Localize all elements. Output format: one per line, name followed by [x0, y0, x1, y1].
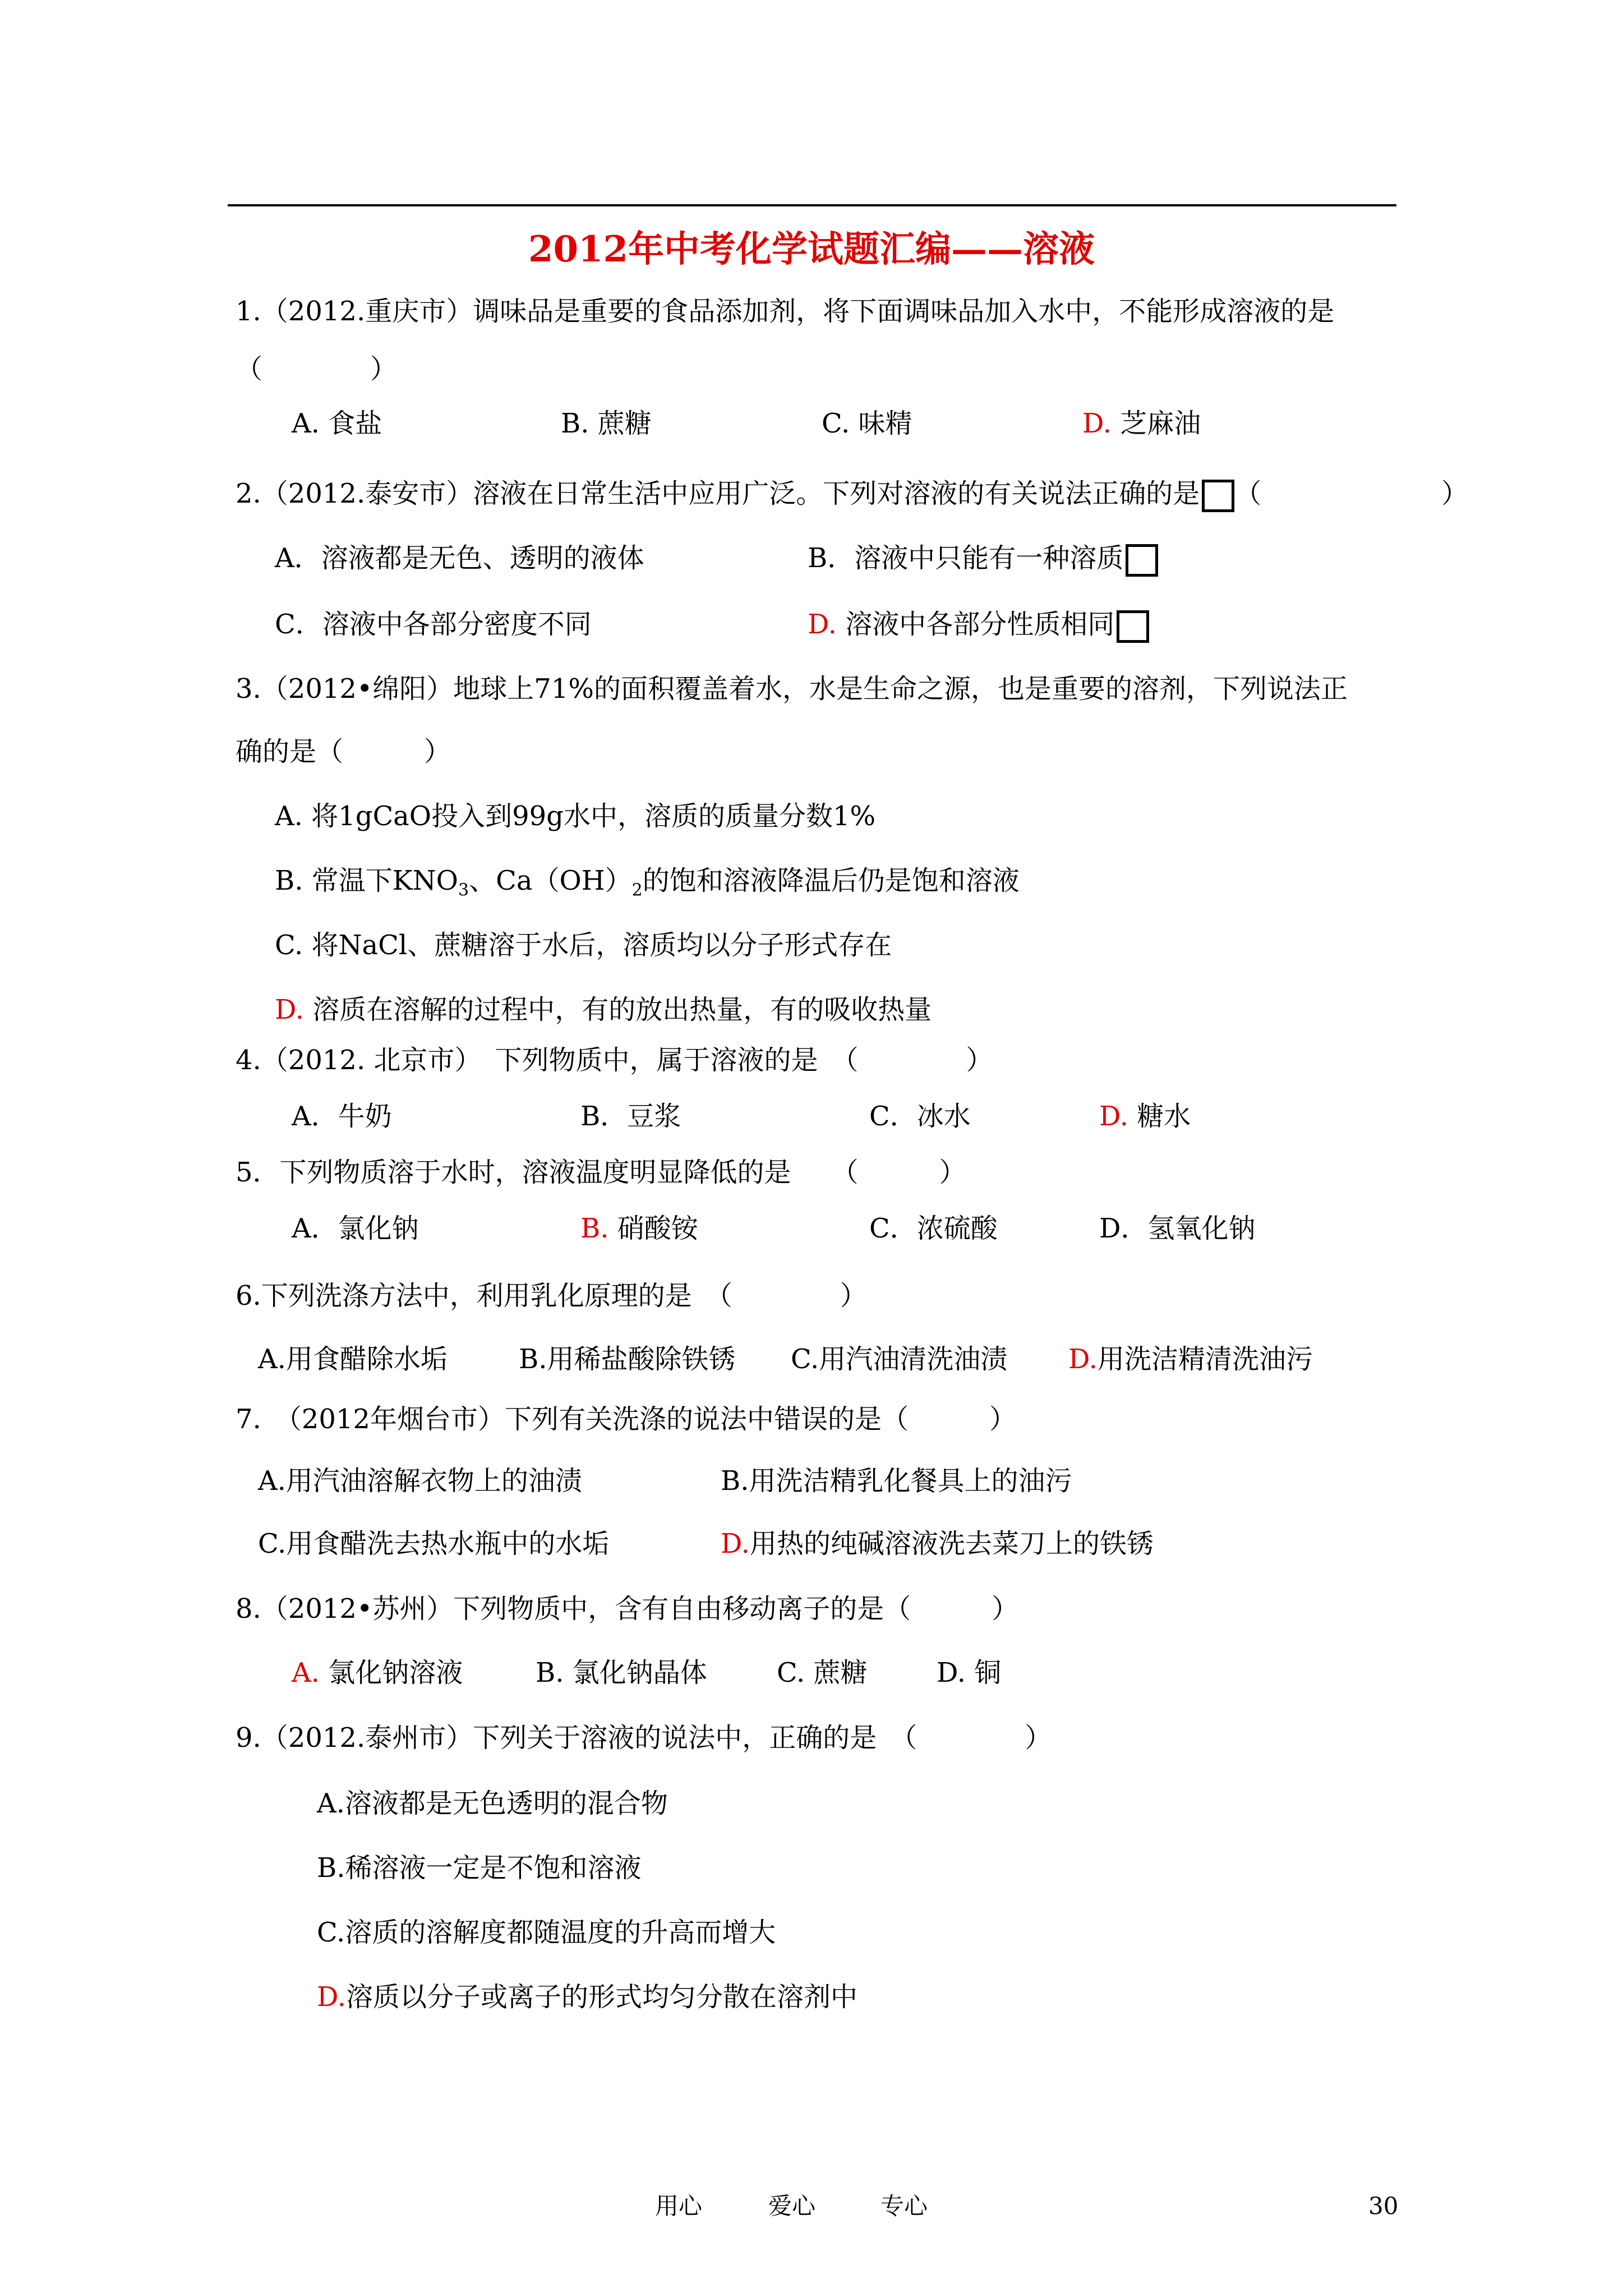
footer-middle: 爱心 — [768, 2192, 816, 2220]
q9-stem: 9.（2012.泰州市）下列关于溶液的说法中，正确的是 （ ） — [236, 1722, 1052, 1754]
answer-mark: D. — [721, 1528, 750, 1559]
q8-option-b: B. 氯化钠晶体 — [536, 1657, 707, 1688]
answer-mark: D. — [1068, 1343, 1098, 1375]
q6-stem: 6.下列洗涤方法中，利用乳化原理的是 （ ） — [236, 1280, 867, 1312]
q8-stem: 8.（2012•苏州）下列物质中，含有自由移动离子的是（ ） — [236, 1593, 1019, 1625]
q5-option-a: A．氯化钠 — [292, 1213, 419, 1244]
q8-option-d: D. 铜 — [937, 1657, 1002, 1688]
answer-mark: D. — [317, 1981, 347, 2013]
q2-paren-close: ） — [1441, 478, 1469, 509]
q4-stem: 4.（2012. 北京市） 下列物质中，属于溶液的是 （ ） — [236, 1045, 993, 1076]
q1-paren: （ ） — [236, 353, 398, 385]
q9-option-d: D.溶质以分子或离子的形式均匀分散在溶剂中 — [317, 1981, 858, 2013]
footer-left: 用心 — [655, 2192, 703, 2220]
q5-option-b: B. 硝酸铵 — [580, 1213, 698, 1244]
q7-option-a: A.用汽油溶解衣物上的油渍 — [258, 1465, 582, 1497]
q7-option-c: C.用食醋洗去热水瓶中的水垢 — [258, 1528, 610, 1559]
q9-option-c: C.溶质的溶解度都随温度的升高而增大 — [317, 1917, 776, 1948]
q2-stem-line: 2.（2012.泰安市）溶液在日常生活中应用广泛。下列对溶液的有关说法正确的是 （ — [236, 477, 1261, 512]
q6-option-c: C.用汽油清洗油渍 — [791, 1343, 1008, 1375]
q2-option-a: A．溶液都是无色、透明的液体 — [275, 542, 644, 574]
answer-mark: D. — [1082, 408, 1112, 439]
q7-stem: 7. （2012年烟台市）下列有关洗涤的说法中错误的是（ ） — [236, 1404, 1016, 1435]
q1-stem: 1.（2012.重庆市）调味品是重要的食品添加剂，将下面调味品加入水中，不能形成溶液的是 — [236, 296, 1335, 327]
q3-stem-line1: 3.（2012•绵阳）地球上71%的面积覆盖着水，水是生命之源，也是重要的溶剂，下列说法正 — [236, 673, 1348, 705]
q3-option-a: A. 将1gCaO投入到99g水中，溶质的质量分数1% — [275, 800, 876, 832]
answer-mark: A. — [292, 1657, 320, 1688]
q1-option-d: D. 芝麻油 — [1082, 408, 1201, 439]
page-title: 2012年中考化学试题汇编——溶液 — [528, 228, 1095, 270]
q1-option-a: A. 食盐 — [292, 408, 382, 439]
q3-option-d: D. 溶质在溶解的过程中，有的放出热量，有的吸收热量 — [275, 994, 932, 1025]
footer-right: 专心 — [880, 2192, 928, 2220]
q7-option-b: B.用洗洁精乳化餐具上的油污 — [721, 1465, 1072, 1497]
answer-mark: D. — [1099, 1101, 1129, 1132]
q3-option-b: B. 常温下$KNO_3$、$Ca(OH)_2$的饱和溶液降温后仍是饱和溶液 — [275, 865, 1020, 900]
q5-option-d: D．氢氧化钠 — [1099, 1213, 1256, 1244]
checkbox-square — [1126, 544, 1158, 577]
q3-option-c: C. 将NaCl、蔗糖溶于水后，溶质均以分子形式存在 — [275, 930, 892, 961]
q6-option-a: A.用食醋除水垢 — [258, 1343, 448, 1375]
q6-option-b: B.用稀盐酸除铁锈 — [519, 1343, 736, 1375]
header-rule — [228, 204, 1396, 206]
q4-option-b: B．豆浆 — [580, 1101, 681, 1132]
q3-stem-line2: 确的是（ ） — [236, 736, 451, 767]
q5-stem: 5．下列物质溶于水时，溶液温度明显降低的是 （ ） — [236, 1157, 966, 1188]
q4-option-d: D. 糖水 — [1099, 1101, 1191, 1132]
q8-option-c: C. 蔗糖 — [777, 1657, 868, 1688]
q2-option-d: D. 溶液中各部分性质相同 — [808, 608, 1149, 643]
q4-option-a: A．牛奶 — [292, 1101, 392, 1132]
answer-mark: B. — [580, 1213, 609, 1244]
q7-option-d: D.用热的纯碱溶液洗去菜刀上的铁锈 — [721, 1528, 1154, 1559]
q4-option-c: C．冰水 — [869, 1101, 971, 1132]
q2-option-c: C．溶液中各部分密度不同 — [275, 609, 592, 640]
answer-mark: D. — [808, 609, 837, 640]
q6-option-d: D.用洗洁精清洗油污 — [1068, 1343, 1313, 1375]
q1-option-b: B. 蔗糖 — [561, 408, 652, 439]
q9-option-a: A.溶液都是无色透明的混合物 — [317, 1788, 668, 1819]
page-number: 30 — [1368, 2192, 1399, 2220]
answer-mark: D. — [275, 994, 305, 1025]
q9-option-b: B.稀溶液一定是不饱和溶液 — [317, 1852, 642, 1884]
checkbox-square — [1117, 610, 1149, 643]
q8-option-a: A. 氯化钠溶液 — [292, 1657, 463, 1688]
q5-option-c: C．浓硫酸 — [869, 1213, 998, 1244]
checkbox-square — [1202, 480, 1234, 512]
q1-option-c: C. 味精 — [822, 408, 912, 439]
q2-option-b: B．溶液中只能有一种溶质 — [808, 541, 1158, 577]
